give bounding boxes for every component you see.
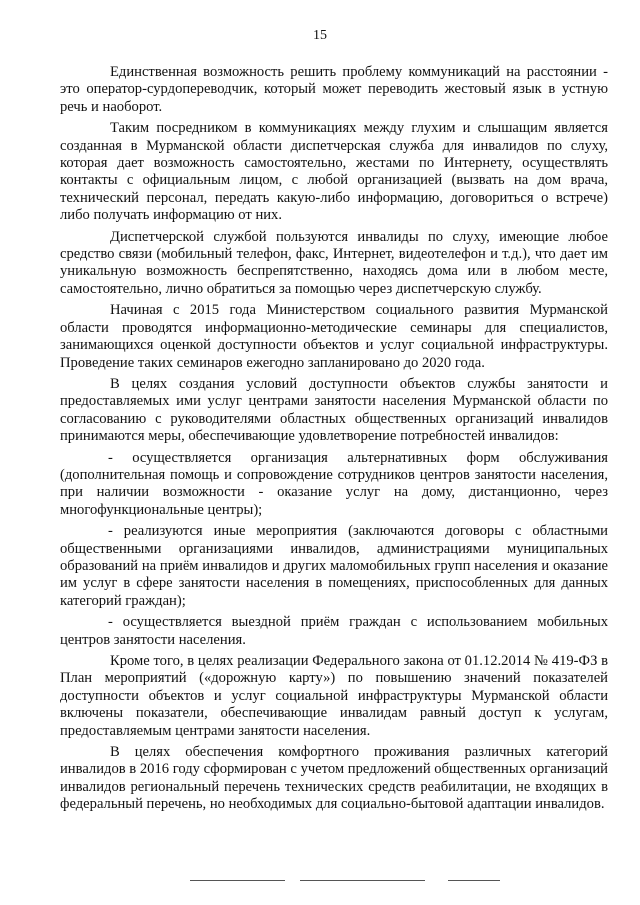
paragraph-seminars: Начиная с 2015 года Министерством социального развития Мурманской области проводятся информационно-методические семинары для специалистов, занимающихся оценкой доступности объектов и услуг социальной инфраструктуры. Проведение таких семинаров ежегодно запланировано до 2020 года. <box>60 302 608 371</box>
list-item-other-measures: - реализуются иные мероприятия (заключаются договоры с областными общественными организациями инвалидов, администрациями муниципальных образований на приём инвалидов и других маломобильных групп населения и оказание им услуг в сфере занятости населения в помещениях, приспособленных для данных категорий граждан); <box>60 523 608 609</box>
paragraph-sign-language-operator: Единственная возможность решить проблему коммуникаций на расстоянии - это оператор-сурдопереводчик, который может переводить жестовый язык в устную речь и наоборот. <box>60 64 608 115</box>
paragraph-rehabilitation-list: В целях обеспечения комфортного проживания различных категорий инвалидов в 2016 году сформирован с учетом предложений общественных организаций инвалидов региональный перечень технических средств реабилитации, не входящих в федеральный перечень, но необходимых для социально-бытовой адаптации инвалидов. <box>60 744 608 813</box>
list-item-mobile-centers: - осуществляется выездной приём граждан с использованием мобильных центров занятости населения. <box>60 614 608 648</box>
document-body <box>60 64 608 814</box>
page-number: 15 <box>313 28 327 43</box>
footer-divider <box>448 880 500 881</box>
footer-divider <box>190 880 285 881</box>
list-item-alternative-services: - осуществляется организация альтернативных форм обслуживания (дополнительная помощь и сопровождение сотрудников центров занятости населения, при наличии возможности - оказание услуг на дому, дистанционно, через многофункциональные центры); <box>60 449 608 518</box>
footer-divider <box>300 880 425 881</box>
paragraph-dispatch-service-intermediary: Таким посредником в коммуникациях между глухим и слышащим является созданная в Мурманской области диспетчерская служба для инвалидов по слуху, которая дает возможность самостоятельно, жестами по Интернету, осуществлять контакты с официальным лицом, с любой организацией (вызвать на дом врача, технический персонал, передать какую-либо информацию, договориться о встрече) либо получать информацию от них. <box>60 120 608 224</box>
paragraph-road-map: Кроме того, в целях реализации Федерального закона от 01.12.2014 № 419-ФЗ в План мероприятий («дорожную карту») по повышению значений показателей доступности объектов и услуг социальной инфраструктуры Мурманской области включены показатели, обеспечивающие инвалидам равный доступ к услугам, предоставляемым центрами занятости населения. <box>60 653 608 739</box>
paragraph-employment-accessibility: В целях создания условий доступности объектов службы занятости и предоставляемых ими услуг центрами занятости населения Мурманской области по согласованию с руководителями областных общественных организаций инвалидов принимаются меры, обеспечивающие удовлетворение потребностей инвалидов: <box>60 375 608 445</box>
paragraph-dispatch-service-users: Диспетчерской службой пользуются инвалиды по слуху, имеющие любое средство связи (мобильный телефон, факс, Интернет, видеотелефон и т.д.), что дает им уникальную возможность беспрепятственно, находясь дома или в любом месте, самостоятельно, лично обратиться за помощью через диспетчерскую службу. <box>60 228 608 297</box>
